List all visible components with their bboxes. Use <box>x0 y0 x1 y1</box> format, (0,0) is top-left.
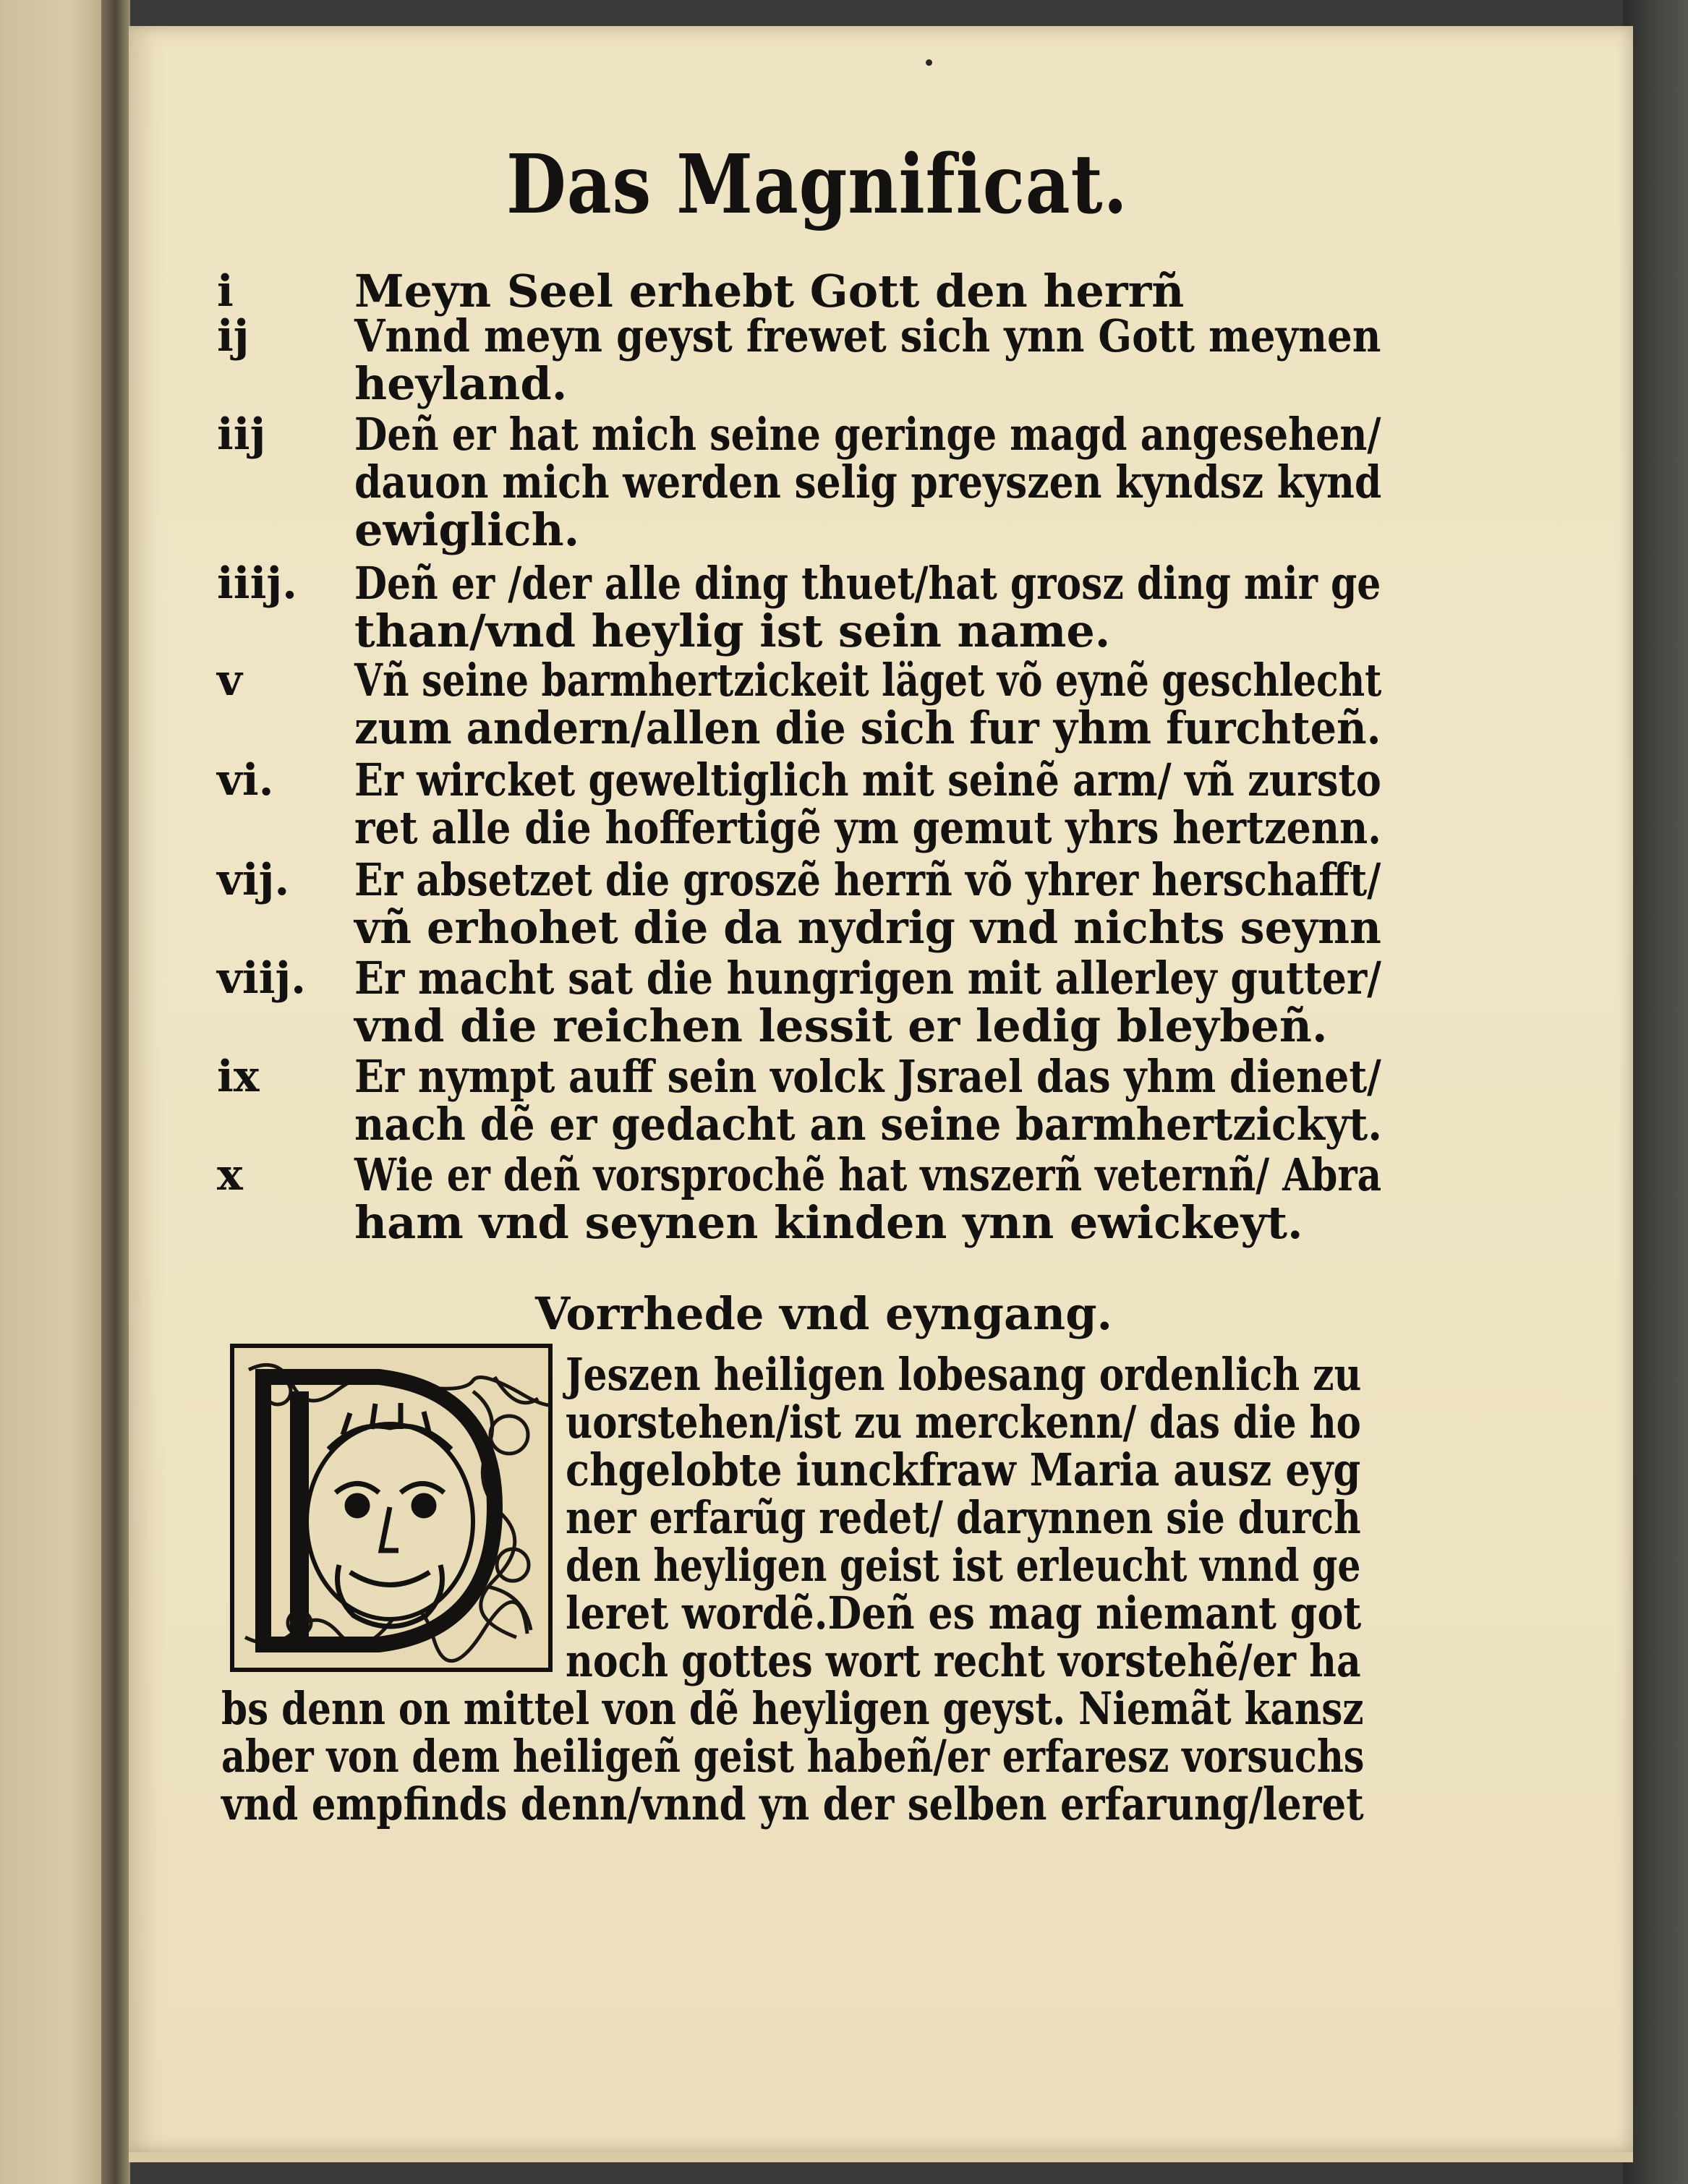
verse-line: Er macht sat die hungrigen mit allerley gutter/ <box>354 952 1381 1004</box>
ink-speck <box>926 59 932 66</box>
verse-number: iij <box>217 409 266 460</box>
facing-page-edge <box>0 0 116 2184</box>
verse-number: iiij. <box>217 558 297 609</box>
verse-line: ret alle die hoffertigẽ ym gemut yhrs hertzenn. <box>354 801 1381 854</box>
verse-number: viij. <box>217 953 307 1004</box>
verse-number: ij <box>217 311 250 362</box>
verse-line: zum andern/allen die sich fur yhm furchteñ. <box>354 701 1381 754</box>
verse-line: Er wircket geweltiglich mit seinẽ arm/ vñ zursto <box>354 754 1381 806</box>
verse-number: i <box>217 266 234 317</box>
verse-number: x <box>217 1150 243 1200</box>
verse-line: ewiglich. <box>354 503 580 556</box>
prose-line: Jeszen heiligen lobesang ordenlich zu <box>566 1348 1362 1401</box>
prose-line: leret wordẽ.Deñ es mag niemant got <box>566 1587 1362 1639</box>
page-bottom-edge <box>129 2152 1633 2162</box>
verse-line: vnd die reichen lessit er ledig bleybeñ. <box>354 999 1328 1052</box>
verse-number: vij. <box>217 855 290 905</box>
prose-line: den heyligen geist ist erleucht vnnd ge <box>566 1539 1361 1592</box>
verse-line: Wie er deñ vorsprochẽ hat vnszerñ veternñ/ Abra <box>354 1148 1382 1201</box>
verse-line: than/vnd heylig ist sein name. <box>354 605 1111 657</box>
verse-number: vi. <box>217 755 274 806</box>
verse-line: Vñ seine barmhertzickeit läget võ eynẽ geschlecht <box>354 654 1382 707</box>
verse-line: Deñ er hat mich seine geringe magd angesehen/ <box>354 408 1381 461</box>
verse-line: Deñ er /der alle ding thuet/hat grosz ding mir ge <box>354 557 1381 610</box>
page-title: Das Magnificat. <box>506 137 1128 232</box>
verse-line: Er nympt auff sein volck Jsrael das yhm dienet/ <box>354 1050 1381 1103</box>
verse-number: ix <box>217 1052 260 1102</box>
prose-line: uorstehen/ist zu merckenn/ das die ho <box>566 1396 1361 1449</box>
prose-line: vnd empfinds denn/vnnd yn der selben erfarung/leret <box>221 1778 1364 1830</box>
verse-line: vñ erhohet die da nydrig vnd nichts seynn <box>354 901 1381 954</box>
verse-line: heyland. <box>354 357 568 410</box>
book-gutter <box>101 0 130 2184</box>
prose-line: ner erfarũg redet/ darynnen sie durch <box>566 1491 1361 1544</box>
verse-line: nach dẽ er gedacht an seine barmhertzickyt. <box>354 1098 1383 1151</box>
woodcut-face-icon <box>234 1348 548 1668</box>
verse-line: dauon mich werden selig preyszen kyndsz kynd <box>354 456 1382 508</box>
verse-line: Meyn Seel erhebt Gott den herrñ <box>354 265 1185 317</box>
verse-line: ham vnd seynen kinden ynn ewickeyt. <box>354 1196 1303 1249</box>
decorated-initial-d <box>230 1344 553 1672</box>
prose-line: chgelobte iunckfraw Maria ausz eyg <box>566 1443 1361 1496</box>
verse-line: Vnnd meyn geyst frewet sich ynn Gott meynen <box>354 310 1381 362</box>
verse-number: v <box>217 655 242 706</box>
section-subheading: Vorrhede vnd eyngang. <box>535 1287 1113 1340</box>
prose-line: aber von dem heiligeñ geist habeñ/er erfaresz vorsuchs <box>221 1730 1365 1783</box>
prose-line: noch gottes wort recht vorstehẽ/er ha <box>566 1634 1361 1687</box>
verse-line: Er absetzet die groszẽ herrñ võ yhrer herschafft/ <box>354 853 1381 906</box>
prose-line: bs denn on mittel von dẽ heyligen geyst. Niemãt kansz <box>221 1682 1364 1735</box>
